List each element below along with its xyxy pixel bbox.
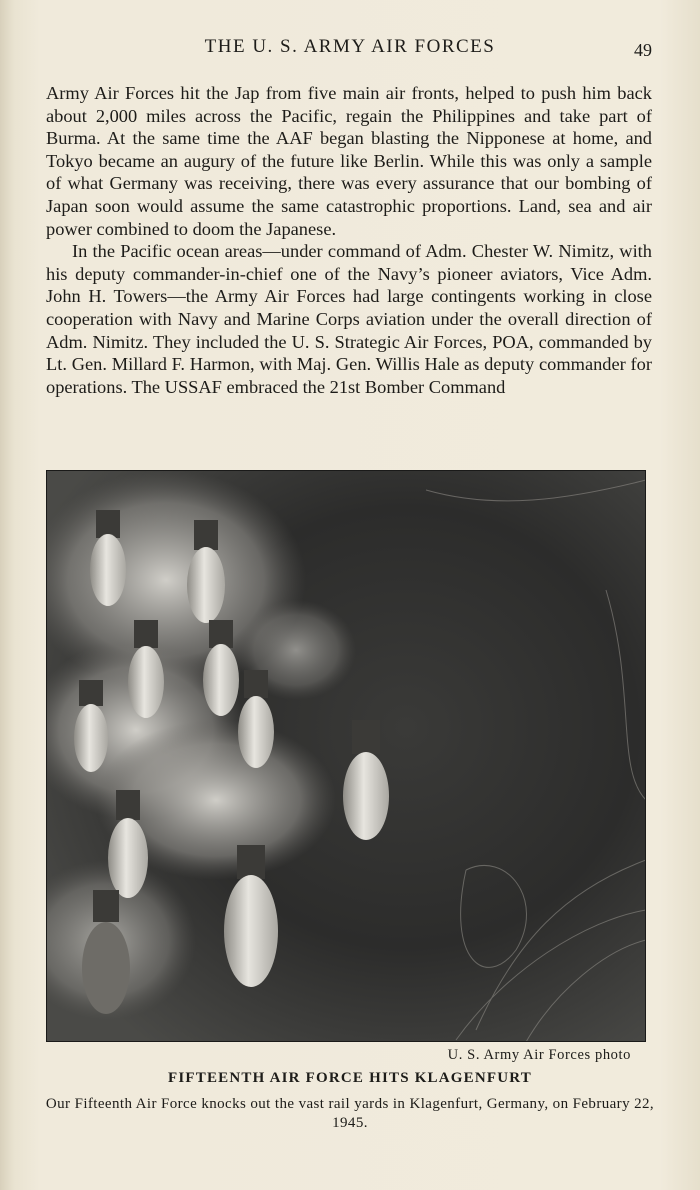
paragraph: Army Air Forces hit the Jap from five main air fronts, helped to push him back about 2,000 miles across the Pacific, regain the Philippines and take part of Burma. At the same time the AAF began blasting the Nipponese at home, and Tokyo became an augury of the future like Berlin. While this was only a sample of what Germany was receiving, there was every assurance that our bombing of Japan soon would assume the same catastrophic proportions. Land, sea and air power combined to doom the Japanese. xyxy=(46,83,652,239)
running-head: THE U. S. ARMY AIR FORCES xyxy=(204,36,496,57)
paragraph: In the Pacific ocean areas—under command of Adm. Chester W. Nimitz, with his deputy commander-in-chief one of the Navy’s pioneer aviators, Vice Adm. John H. Towers—the Army Air Forces had large contingents working in close cooperation with Navy and Marine Corps aviation under the overall direction of Adm. Nimitz. They included the U. S. Strategic Air Forces, POA, commanded by Lt. Gen. Millard F. Harmon, with Maj. Gen. Willis Hale as deputy commander for operations. The USSAF embraced the 21st Bomber Command xyxy=(46,241,652,397)
photo-credit: U. S. Army Air Forces photo xyxy=(447,1047,631,1063)
caption-title: FIFTEENTH AIR FORCE HITS KLAGENFURT xyxy=(167,1070,533,1086)
aerial-bombing-photo xyxy=(46,470,646,1042)
photo-illustration xyxy=(46,470,646,1042)
caption-text: Our Fifteenth Air Force knocks out the vast rail yards in Klagenfurt, Germany, on February 22, 1945. xyxy=(45,1096,655,1131)
body-text xyxy=(46,82,652,398)
page-number: 49 xyxy=(634,40,652,60)
